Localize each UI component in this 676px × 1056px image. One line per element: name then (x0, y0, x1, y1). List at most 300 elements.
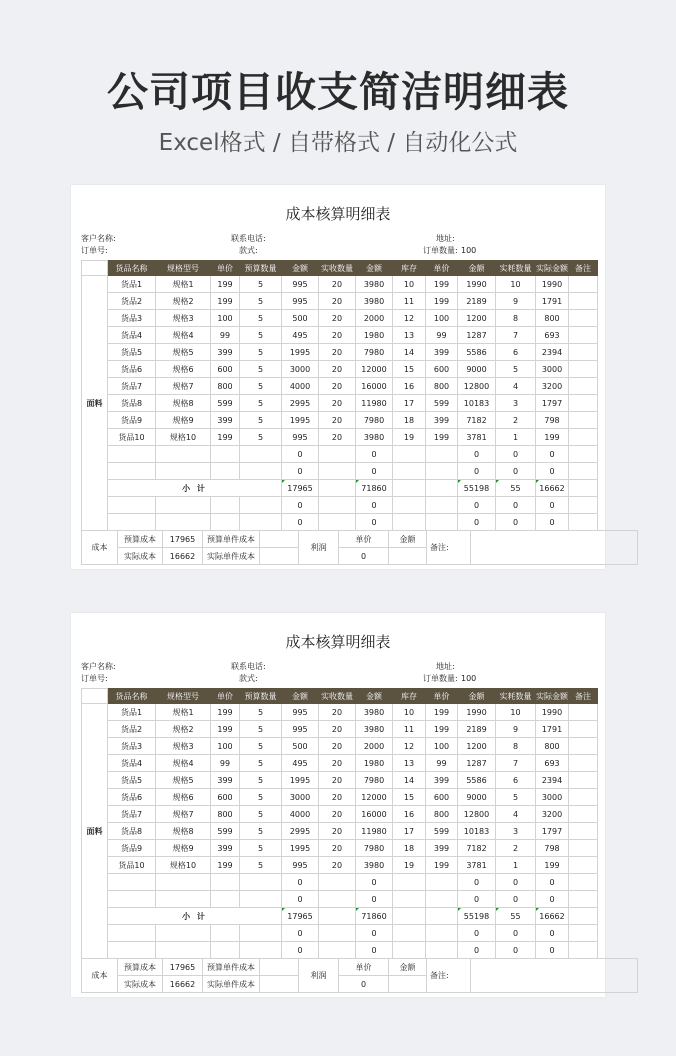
actual-unit-cost-value[interactable] (260, 548, 299, 565)
unit-price-value[interactable]: 0 (339, 548, 389, 565)
table-cell[interactable]: 20 (319, 276, 356, 293)
table-cell[interactable]: 199 (211, 857, 240, 874)
table-cell[interactable]: 规格9 (156, 840, 211, 857)
table-cell[interactable] (156, 514, 211, 531)
table-cell[interactable] (319, 942, 356, 959)
table-cell[interactable]: 0 (356, 497, 393, 514)
table-cell[interactable]: 20 (319, 738, 356, 755)
table-cell[interactable]: 10183 (458, 395, 496, 412)
subtotal-recv-amount[interactable]: 71860 (356, 480, 393, 497)
table-cell[interactable]: 规格10 (156, 857, 211, 874)
table-cell[interactable]: 800 (211, 378, 240, 395)
table-cell[interactable]: 1 (496, 429, 536, 446)
table-cell[interactable]: 0 (458, 925, 496, 942)
table-cell[interactable]: 995 (282, 429, 319, 446)
table-cell[interactable] (569, 891, 598, 908)
table-cell[interactable]: 5 (240, 395, 282, 412)
remark-cell[interactable] (569, 806, 598, 823)
table-cell[interactable]: 规格5 (156, 344, 211, 361)
table-cell[interactable]: 0 (536, 497, 569, 514)
table-cell[interactable]: 1797 (536, 823, 569, 840)
subtotal-recv-amount[interactable]: 71860 (356, 908, 393, 925)
table-cell[interactable] (426, 480, 458, 497)
table-cell[interactable]: 5 (496, 361, 536, 378)
table-cell[interactable]: 199 (211, 293, 240, 310)
table-cell[interactable]: 7980 (356, 412, 393, 429)
remark-cell[interactable] (569, 344, 598, 361)
table-cell[interactable]: 5586 (458, 344, 496, 361)
table-cell[interactable]: 货品2 (108, 721, 156, 738)
table-cell[interactable]: 20 (319, 721, 356, 738)
table-cell[interactable]: 10183 (458, 823, 496, 840)
table-cell[interactable]: 3980 (356, 704, 393, 721)
table-cell[interactable]: 14 (393, 344, 426, 361)
table-cell[interactable]: 5 (240, 806, 282, 823)
table-cell[interactable]: 12000 (356, 361, 393, 378)
table-cell[interactable] (319, 925, 356, 942)
table-cell[interactable] (211, 874, 240, 891)
table-cell[interactable] (426, 942, 458, 959)
table-cell[interactable]: 1980 (356, 755, 393, 772)
table-cell[interactable]: 798 (536, 840, 569, 857)
remark-cell[interactable] (569, 327, 598, 344)
unit-price-value[interactable]: 0 (339, 976, 389, 993)
table-cell[interactable]: 5 (240, 755, 282, 772)
table-cell[interactable]: 693 (536, 327, 569, 344)
table-cell[interactable] (240, 925, 282, 942)
table-cell[interactable]: 12000 (356, 789, 393, 806)
table-cell[interactable]: 995 (282, 276, 319, 293)
table-cell[interactable]: 0 (458, 446, 496, 463)
table-cell[interactable]: 9 (496, 293, 536, 310)
table-cell[interactable]: 3200 (536, 378, 569, 395)
budget-unit-cost-value[interactable] (260, 959, 299, 976)
table-cell[interactable]: 0 (496, 446, 536, 463)
table-cell[interactable]: 800 (426, 378, 458, 395)
table-cell[interactable] (319, 891, 356, 908)
table-cell[interactable] (108, 463, 156, 480)
table-cell[interactable]: 3000 (282, 789, 319, 806)
table-cell[interactable]: 18 (393, 840, 426, 857)
table-cell[interactable]: 5 (496, 789, 536, 806)
table-cell[interactable]: 199 (211, 429, 240, 446)
table-cell[interactable]: 399 (211, 412, 240, 429)
table-cell[interactable] (240, 463, 282, 480)
table-cell[interactable]: 1287 (458, 755, 496, 772)
table-cell[interactable]: 3000 (536, 361, 569, 378)
table-cell[interactable]: 199 (426, 721, 458, 738)
table-cell[interactable] (569, 514, 598, 531)
table-cell[interactable]: 1995 (282, 344, 319, 361)
table-cell[interactable]: 5 (240, 310, 282, 327)
table-cell[interactable]: 3000 (536, 789, 569, 806)
budget-cost-value[interactable]: 17965 (163, 531, 203, 548)
table-cell[interactable]: 3980 (356, 276, 393, 293)
table-cell[interactable]: 规格1 (156, 704, 211, 721)
remark-cell[interactable] (569, 310, 598, 327)
table-cell[interactable]: 5 (240, 429, 282, 446)
table-cell[interactable]: 5 (240, 327, 282, 344)
remark-cell[interactable] (569, 823, 598, 840)
subtotal-stock-amount[interactable]: 55198 (458, 908, 496, 925)
table-cell[interactable]: 399 (426, 772, 458, 789)
table-cell[interactable]: 599 (426, 823, 458, 840)
table-cell[interactable]: 5 (240, 276, 282, 293)
table-cell[interactable] (211, 446, 240, 463)
table-cell[interactable]: 20 (319, 361, 356, 378)
remark-cell[interactable] (569, 429, 598, 446)
table-cell[interactable]: 99 (426, 755, 458, 772)
table-cell[interactable]: 0 (282, 514, 319, 531)
table-cell[interactable]: 1995 (282, 412, 319, 429)
table-cell[interactable]: 199 (426, 293, 458, 310)
table-cell[interactable]: 1995 (282, 772, 319, 789)
table-cell[interactable]: 货品7 (108, 378, 156, 395)
table-cell[interactable]: 规格9 (156, 412, 211, 429)
table-cell[interactable]: 0 (458, 874, 496, 891)
table-cell[interactable]: 货品8 (108, 823, 156, 840)
table-cell[interactable] (211, 891, 240, 908)
table-cell[interactable]: 10 (496, 276, 536, 293)
table-cell[interactable]: 399 (211, 344, 240, 361)
table-cell[interactable]: 800 (536, 310, 569, 327)
subtotal-consumed-qty[interactable]: 55 (496, 908, 536, 925)
table-cell[interactable]: 0 (356, 891, 393, 908)
table-cell[interactable] (108, 925, 156, 942)
table-cell[interactable]: 11 (393, 721, 426, 738)
table-cell[interactable] (569, 446, 598, 463)
table-cell[interactable]: 规格8 (156, 823, 211, 840)
table-cell[interactable] (426, 908, 458, 925)
table-cell[interactable]: 货品9 (108, 412, 156, 429)
table-cell[interactable]: 600 (211, 361, 240, 378)
table-cell[interactable]: 11 (393, 293, 426, 310)
remark-cell[interactable] (569, 378, 598, 395)
table-cell[interactable]: 规格4 (156, 327, 211, 344)
table-cell[interactable]: 货品1 (108, 276, 156, 293)
table-cell[interactable]: 7980 (356, 344, 393, 361)
table-cell[interactable]: 1791 (536, 293, 569, 310)
table-cell[interactable]: 199 (536, 429, 569, 446)
table-cell[interactable] (240, 497, 282, 514)
table-cell[interactable] (426, 497, 458, 514)
table-cell[interactable]: 货品4 (108, 755, 156, 772)
table-cell[interactable]: 规格2 (156, 293, 211, 310)
table-cell[interactable] (319, 480, 356, 497)
table-cell[interactable]: 798 (536, 412, 569, 429)
table-cell[interactable]: 规格6 (156, 789, 211, 806)
table-cell[interactable]: 0 (356, 463, 393, 480)
table-cell[interactable]: 4 (496, 378, 536, 395)
table-cell[interactable]: 货品9 (108, 840, 156, 857)
table-cell[interactable]: 3980 (356, 429, 393, 446)
table-cell[interactable]: 2 (496, 840, 536, 857)
table-cell[interactable]: 16 (393, 378, 426, 395)
table-cell[interactable]: 货品7 (108, 806, 156, 823)
table-cell[interactable]: 7182 (458, 840, 496, 857)
table-cell[interactable]: 399 (426, 412, 458, 429)
table-cell[interactable] (426, 925, 458, 942)
table-cell[interactable]: 600 (426, 361, 458, 378)
table-cell[interactable]: 1980 (356, 327, 393, 344)
subtotal-budget-amount[interactable]: 17965 (282, 480, 319, 497)
table-cell[interactable]: 0 (356, 446, 393, 463)
table-cell[interactable]: 0 (356, 925, 393, 942)
table-cell[interactable]: 2394 (536, 344, 569, 361)
table-cell[interactable]: 规格3 (156, 310, 211, 327)
remark-cell[interactable] (569, 395, 598, 412)
table-cell[interactable]: 800 (426, 806, 458, 823)
table-cell[interactable]: 0 (356, 942, 393, 959)
table-cell[interactable]: 0 (536, 463, 569, 480)
remark-cell[interactable] (569, 704, 598, 721)
table-cell[interactable]: 500 (282, 738, 319, 755)
remark-cell[interactable] (569, 772, 598, 789)
table-cell[interactable] (240, 891, 282, 908)
table-cell[interactable] (393, 497, 426, 514)
table-cell[interactable]: 2000 (356, 738, 393, 755)
table-cell[interactable]: 3781 (458, 429, 496, 446)
table-cell[interactable]: 995 (282, 704, 319, 721)
table-cell[interactable] (211, 925, 240, 942)
table-cell[interactable]: 4000 (282, 806, 319, 823)
table-cell[interactable]: 货品10 (108, 857, 156, 874)
subtotal-budget-amount[interactable]: 17965 (282, 908, 319, 925)
table-cell[interactable]: 20 (319, 310, 356, 327)
table-cell[interactable]: 5 (240, 721, 282, 738)
table-cell[interactable]: 5 (240, 789, 282, 806)
table-cell[interactable]: 199 (211, 276, 240, 293)
table-cell[interactable]: 1287 (458, 327, 496, 344)
table-cell[interactable]: 货品2 (108, 293, 156, 310)
table-cell[interactable]: 15 (393, 789, 426, 806)
table-cell[interactable] (156, 874, 211, 891)
table-cell[interactable]: 0 (356, 874, 393, 891)
table-cell[interactable]: 199 (426, 276, 458, 293)
table-cell[interactable]: 99 (211, 327, 240, 344)
table-cell[interactable]: 14 (393, 772, 426, 789)
table-cell[interactable]: 5 (240, 412, 282, 429)
table-cell[interactable] (319, 497, 356, 514)
table-cell[interactable]: 1200 (458, 310, 496, 327)
table-cell[interactable] (156, 942, 211, 959)
table-cell[interactable]: 20 (319, 293, 356, 310)
remark-cell[interactable] (569, 840, 598, 857)
table-cell[interactable] (569, 874, 598, 891)
table-cell[interactable] (156, 463, 211, 480)
table-cell[interactable]: 20 (319, 772, 356, 789)
table-cell[interactable]: 693 (536, 755, 569, 772)
table-cell[interactable] (569, 463, 598, 480)
table-cell[interactable] (240, 874, 282, 891)
table-cell[interactable]: 1990 (536, 276, 569, 293)
table-cell[interactable]: 199 (426, 429, 458, 446)
table-cell[interactable]: 规格4 (156, 755, 211, 772)
table-cell[interactable]: 1797 (536, 395, 569, 412)
table-cell[interactable] (156, 891, 211, 908)
table-cell[interactable] (393, 446, 426, 463)
subtotal-consumed-qty[interactable]: 55 (496, 480, 536, 497)
table-cell[interactable] (156, 925, 211, 942)
table-cell[interactable]: 0 (458, 891, 496, 908)
table-cell[interactable]: 规格5 (156, 772, 211, 789)
table-cell[interactable]: 13 (393, 755, 426, 772)
table-cell[interactable]: 2394 (536, 772, 569, 789)
table-cell[interactable]: 10 (393, 704, 426, 721)
table-cell[interactable]: 995 (282, 721, 319, 738)
table-cell[interactable] (211, 514, 240, 531)
table-cell[interactable]: 19 (393, 857, 426, 874)
table-cell[interactable]: 0 (496, 925, 536, 942)
table-cell[interactable] (240, 446, 282, 463)
table-cell[interactable]: 0 (282, 891, 319, 908)
table-cell[interactable] (108, 942, 156, 959)
table-cell[interactable]: 20 (319, 429, 356, 446)
table-cell[interactable]: 99 (211, 755, 240, 772)
table-cell[interactable]: 0 (496, 891, 536, 908)
table-cell[interactable]: 7 (496, 327, 536, 344)
table-cell[interactable] (426, 446, 458, 463)
table-cell[interactable]: 7 (496, 755, 536, 772)
subtotal-stock-amount[interactable]: 55198 (458, 480, 496, 497)
table-cell[interactable]: 9000 (458, 361, 496, 378)
table-cell[interactable]: 2 (496, 412, 536, 429)
table-cell[interactable]: 199 (426, 857, 458, 874)
table-cell[interactable]: 20 (319, 395, 356, 412)
table-cell[interactable]: 0 (536, 446, 569, 463)
table-cell[interactable]: 5586 (458, 772, 496, 789)
table-cell[interactable]: 0 (282, 463, 319, 480)
amount-value[interactable] (389, 976, 427, 993)
table-cell[interactable]: 399 (211, 840, 240, 857)
table-cell[interactable] (426, 514, 458, 531)
table-cell[interactable]: 货品5 (108, 772, 156, 789)
remark-cell[interactable] (569, 857, 598, 874)
table-cell[interactable]: 20 (319, 327, 356, 344)
table-cell[interactable]: 20 (319, 806, 356, 823)
table-cell[interactable]: 16000 (356, 806, 393, 823)
table-cell[interactable]: 17 (393, 823, 426, 840)
table-cell[interactable]: 货品1 (108, 704, 156, 721)
table-cell[interactable] (240, 942, 282, 959)
table-cell[interactable]: 3 (496, 395, 536, 412)
table-cell[interactable]: 0 (536, 891, 569, 908)
table-cell[interactable] (393, 942, 426, 959)
table-cell[interactable]: 2189 (458, 293, 496, 310)
table-cell[interactable]: 5 (240, 361, 282, 378)
table-cell[interactable]: 3781 (458, 857, 496, 874)
table-cell[interactable]: 399 (426, 344, 458, 361)
table-cell[interactable]: 0 (356, 514, 393, 531)
table-cell[interactable]: 20 (319, 823, 356, 840)
table-cell[interactable]: 5 (240, 344, 282, 361)
table-cell[interactable]: 8 (496, 310, 536, 327)
table-cell[interactable]: 0 (282, 446, 319, 463)
table-cell[interactable]: 规格6 (156, 361, 211, 378)
table-cell[interactable]: 800 (536, 738, 569, 755)
table-cell[interactable] (319, 908, 356, 925)
table-cell[interactable]: 1791 (536, 721, 569, 738)
budget-cost-value[interactable]: 17965 (163, 959, 203, 976)
table-cell[interactable]: 599 (211, 823, 240, 840)
table-cell[interactable]: 规格7 (156, 378, 211, 395)
table-cell[interactable]: 2995 (282, 395, 319, 412)
table-cell[interactable]: 11980 (356, 395, 393, 412)
table-cell[interactable] (108, 497, 156, 514)
table-cell[interactable]: 11980 (356, 823, 393, 840)
table-cell[interactable]: 995 (282, 293, 319, 310)
table-cell[interactable]: 495 (282, 755, 319, 772)
table-cell[interactable] (156, 497, 211, 514)
table-cell[interactable]: 货品3 (108, 310, 156, 327)
table-cell[interactable]: 0 (496, 874, 536, 891)
table-cell[interactable]: 6 (496, 344, 536, 361)
table-cell[interactable] (211, 942, 240, 959)
table-cell[interactable] (108, 514, 156, 531)
table-cell[interactable]: 0 (458, 514, 496, 531)
table-cell[interactable] (426, 874, 458, 891)
table-cell[interactable]: 8 (496, 738, 536, 755)
table-cell[interactable]: 货品6 (108, 361, 156, 378)
remark-cell[interactable] (569, 293, 598, 310)
table-cell[interactable]: 5 (240, 704, 282, 721)
remark-cell[interactable] (569, 361, 598, 378)
table-cell[interactable] (319, 874, 356, 891)
table-cell[interactable]: 995 (282, 857, 319, 874)
table-cell[interactable]: 0 (496, 463, 536, 480)
table-cell[interactable]: 1995 (282, 840, 319, 857)
table-cell[interactable]: 10 (496, 704, 536, 721)
remark-cell[interactable] (569, 480, 598, 497)
table-cell[interactable]: 4000 (282, 378, 319, 395)
table-cell[interactable]: 3980 (356, 293, 393, 310)
table-cell[interactable]: 2000 (356, 310, 393, 327)
table-cell[interactable] (319, 514, 356, 531)
table-cell[interactable]: 399 (211, 772, 240, 789)
actual-cost-value[interactable]: 16662 (163, 976, 203, 993)
table-cell[interactable]: 0 (282, 497, 319, 514)
table-cell[interactable]: 5 (240, 378, 282, 395)
table-cell[interactable]: 15 (393, 361, 426, 378)
remark-value[interactable] (471, 959, 638, 993)
table-cell[interactable]: 0 (282, 874, 319, 891)
table-cell[interactable] (393, 463, 426, 480)
table-cell[interactable] (156, 446, 211, 463)
table-cell[interactable]: 100 (426, 738, 458, 755)
table-cell[interactable]: 12800 (458, 378, 496, 395)
table-cell[interactable]: 0 (536, 942, 569, 959)
table-cell[interactable]: 599 (426, 395, 458, 412)
table-cell[interactable]: 1990 (536, 704, 569, 721)
table-cell[interactable]: 20 (319, 344, 356, 361)
table-cell[interactable]: 1200 (458, 738, 496, 755)
table-cell[interactable]: 0 (496, 497, 536, 514)
subtotal-actual-amount[interactable]: 16662 (536, 480, 569, 497)
table-cell[interactable]: 16 (393, 806, 426, 823)
table-cell[interactable] (108, 446, 156, 463)
table-cell[interactable]: 7182 (458, 412, 496, 429)
table-cell[interactable]: 5 (240, 772, 282, 789)
table-cell[interactable]: 3 (496, 823, 536, 840)
table-cell[interactable] (319, 463, 356, 480)
table-cell[interactable]: 399 (426, 840, 458, 857)
table-cell[interactable]: 规格7 (156, 806, 211, 823)
table-cell[interactable]: 货品8 (108, 395, 156, 412)
table-cell[interactable]: 3980 (356, 721, 393, 738)
budget-unit-cost-value[interactable] (260, 531, 299, 548)
table-cell[interactable] (569, 942, 598, 959)
table-cell[interactable]: 600 (211, 789, 240, 806)
